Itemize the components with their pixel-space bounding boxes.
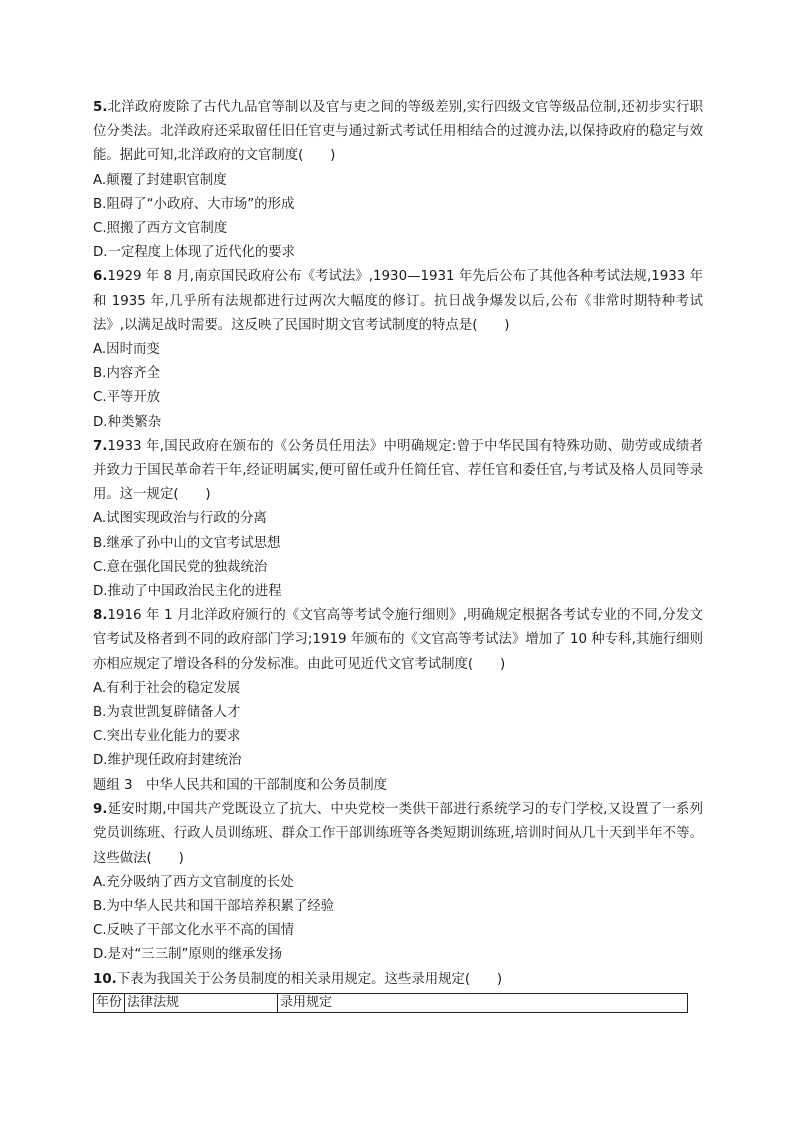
option-b: B.继承了孙中山的文官考试思想	[93, 535, 281, 551]
question-text: 延安时期,中国共产党既设立了抗大、中央党校一类供干部进行系统学习的专门学校,又设置了一系列党员训练班、行政人员训练班、群众工作干部训练班等各类短期训练班,培训时间从几十天到半年不等。这些做法( )	[93, 802, 703, 866]
group-3-heading: 题组 3 中华人民共和国的干部制度和公务员制度	[93, 777, 387, 793]
question-text: 北洋政府废除了古代九品官等制以及官与吏之间的等级差别,实行四级文官等级品位制,还初步实行职位分类法。北洋政府还采取留任旧任官吏与通过新式考试任用相结合的过渡办法,以保持政府的稳定与效能。据此可知,北洋政府的文官制度( )	[93, 100, 703, 164]
option-d: D.推动了中国政治民主化的进程	[93, 584, 282, 600]
option-c: C.照搬了西方文官制度	[93, 221, 228, 237]
table-header-year: 年份	[94, 993, 125, 1012]
question-number: 5.	[93, 100, 108, 115]
option-d: D.维护现任政府封建统治	[93, 753, 242, 769]
option-b: B.为中华人民共和国干部培养积累了经验	[93, 898, 335, 914]
table-header-rule: 录用规定	[280, 994, 333, 1010]
option-b: B.为袁世凯复辟储备人才	[93, 705, 241, 721]
question-stem	[93, 435, 703, 508]
option-b: B.内容齐全	[93, 366, 161, 382]
table-header-row	[94, 993, 688, 1012]
question-9	[93, 798, 703, 967]
option-a: A.试图实现政治与行政的分离	[93, 511, 267, 527]
option-d: D.是对“三三制”原则的继承发扬	[93, 947, 283, 963]
question-text: 下表为我国关于公务员制度的相关录用规定。这些录用规定( )	[116, 971, 503, 987]
option-a: A.充分吸纳了西方文官制度的长处	[93, 874, 294, 890]
question-8	[93, 604, 703, 773]
regulation-table	[93, 993, 688, 1013]
option-a: A.因时而变	[93, 342, 160, 358]
option-d: D.一定程度上体现了近代化的要求	[93, 245, 296, 261]
question-stem	[93, 798, 703, 871]
question-stem	[93, 96, 703, 169]
question-text: 1933 年,国民政府在颁布的《公务员任用法》中明确规定:曾于中华民国有特殊功勋、勋劳或成绩者并致力于国民革命若干年,经证明属实,便可留任或升任简任官、荐任官和委任官,与考试及格人员同等录用。这一规定( )	[93, 438, 703, 503]
question-list	[93, 96, 703, 1013]
option-d: D.种类繁杂	[93, 414, 162, 430]
table-header-law: 法律法规	[125, 993, 278, 1012]
option-c: C.反映了干部文化水平不高的国情	[93, 923, 295, 939]
question-stem	[93, 604, 703, 677]
option-c: C.突出专业化能力的要求	[93, 729, 241, 745]
question-number: 6.	[93, 269, 108, 285]
question-number: 8.	[93, 608, 108, 624]
question-7	[93, 435, 703, 604]
question-text: 1916 年 1 月北洋政府颁行的《文官高等考试令施行细则》,明确规定根据各考试专业的不同,分发文官考试及格者到不同的政府部门学习;1919 年颁布的《文官高等考试法》增加了 10 种专科,其施行细则亦相应规定了增设各科的分发标准。由此可见近代文官考试制度( )	[93, 608, 703, 672]
question-5	[93, 96, 703, 265]
option-a: A.颠覆了封建职官制度	[93, 172, 227, 188]
question-10	[93, 968, 703, 1013]
question-text: 1929 年 8 月,南京国民政府公布《考试法》,1930—1931 年先后公布了其他各种考试法规,1933 年和 1935 年,几乎所有法规都进行过两次大幅度的修订。抗日战争爆发以后,公布《非常时期特种考试法》,以满足战时需要。这反映了民国时期文官考试制度的特点是( )	[93, 269, 703, 333]
question-6	[93, 265, 703, 434]
question-number: 10.	[93, 971, 117, 987]
question-stem	[93, 265, 703, 338]
option-b: B.阻碍了“小政府、大市场”的形成	[93, 196, 295, 212]
question-stem	[93, 968, 703, 992]
option-c: C.平等开放	[93, 390, 161, 406]
question-number: 7.	[93, 438, 108, 454]
option-a: A.有利于社会的稳定发展	[93, 680, 241, 696]
option-c: C.意在强化国民党的独裁统治	[93, 559, 268, 575]
question-number: 9.	[93, 802, 108, 818]
